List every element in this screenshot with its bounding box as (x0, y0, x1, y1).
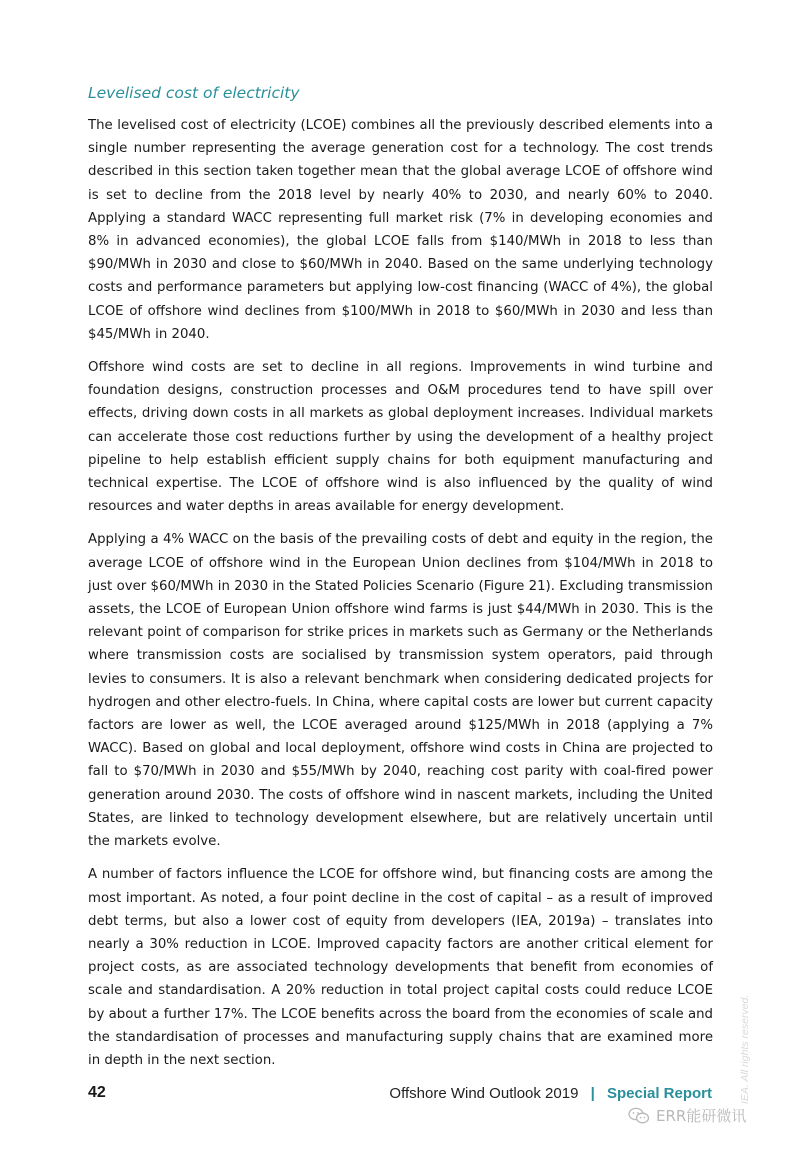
wechat-icon (628, 1107, 650, 1125)
footer-title-block (389, 1085, 712, 1102)
page-number: 42 (88, 1084, 106, 1101)
paragraph: A number of factors influence the LCOE for offshore wind, but financing costs are among the most important. As noted, a four point decline in the cost of capital – as a result of improved debt terms, but also a lower cost of equity from developers (IEA, 2019a) – translates into nearly a 30% reduction in LCOE. Improved capacity factors are another critical element for project costs, as are associated technology developments that benefit from economies of scale and standardisation. A 20% reduction in total project capital costs could reduce LCOE by about a further 17%. The LCOE benefits across the board from the economies of scale and the standardisation of processes and manufacturing supply chains that are examined more in depth in the next section. (88, 867, 713, 1068)
copyright-note: IEA. All rights reserved. (739, 994, 751, 1104)
body-text (88, 114, 713, 1082)
paragraph: Offshore wind costs are set to decline in all regions. Improvements in wind turbine and foundation designs, construction processes and O&M procedures tend to have spill over effects, driving down costs in all markets as global deployment increases. Individual markets can accelerate those cost reductions further by using the development of a healthy project pipeline to help establish efficient supply chains for both equipment manufacturing and technical expertise. The LCOE of offshore wind is also influenced by the quality of wind resources and water depths in areas available for energy development. (88, 360, 713, 515)
paragraph: The levelised cost of electricity (LCOE) combines all the previously described elements into a single number representing the average generation cost for a technology. The cost trends described in this section taken together mean that the global average LCOE of offshore wind is set to decline from the 2018 level by nearly 40% to 2030, and nearly 60% to 2040. Applying a standard WACC representing full market risk (7% in developing economies and 8% in advanced economies), the global LCOE falls from $140/MWh in 2018 to less than $90/MWh in 2030 and close to $60/MWh in 2040. Based on the same underlying technology costs and performance parameters but applying low-cost financing (WACC of 4%), the global LCOE of offshore wind declines from $100/MWh in 2018 to $60/MWh in 2030 and less than $45/MWh in 2040. (88, 118, 713, 342)
section-heading: Levelised cost of electricity (88, 84, 300, 102)
watermark (628, 1105, 746, 1126)
watermark-text: ERR能研微讯 (656, 1107, 747, 1125)
paragraph: Applying a 4% WACC on the basis of the prevailing costs of debt and equity in the region, the average LCOE of offshore wind in the European Union declines from $104/MWh in 2018 to just over $60/MWh in 2030 in the Stated Policies Scenario (Figure 21). Excluding transmission assets, the LCOE of European Union offshore wind farms is just $44/MWh in 2030. This is the relevant point of comparison for strike prices in markets such as Germany or the Netherlands where transmission costs are socialised by transmission system operators, paid through levies to consumers. It is also a relevant benchmark when considering dedicated projects for hydrogen and other electro-fuels. In China, where capital costs are lower but current capacity factors are lower as well, the LCOE averaged around $125/MWh in 2018 (applying a 7% WACC). Based on global and local deployment, offshore wind costs in China are projected to fall to $70/MWh in 2030 and $55/MWh by 2040, reaching cost parity with coal-fired power generation around 2030. The costs of offshore wind in nascent markets, including the United States, are linked to technology development elsewhere, but are relatively uncertain until the markets evolve. (88, 532, 713, 850)
report-title: Offshore Wind Outlook 2019 (389, 1085, 579, 1102)
footer-separator: | (590, 1085, 595, 1102)
report-label: Special Report (606, 1085, 712, 1102)
